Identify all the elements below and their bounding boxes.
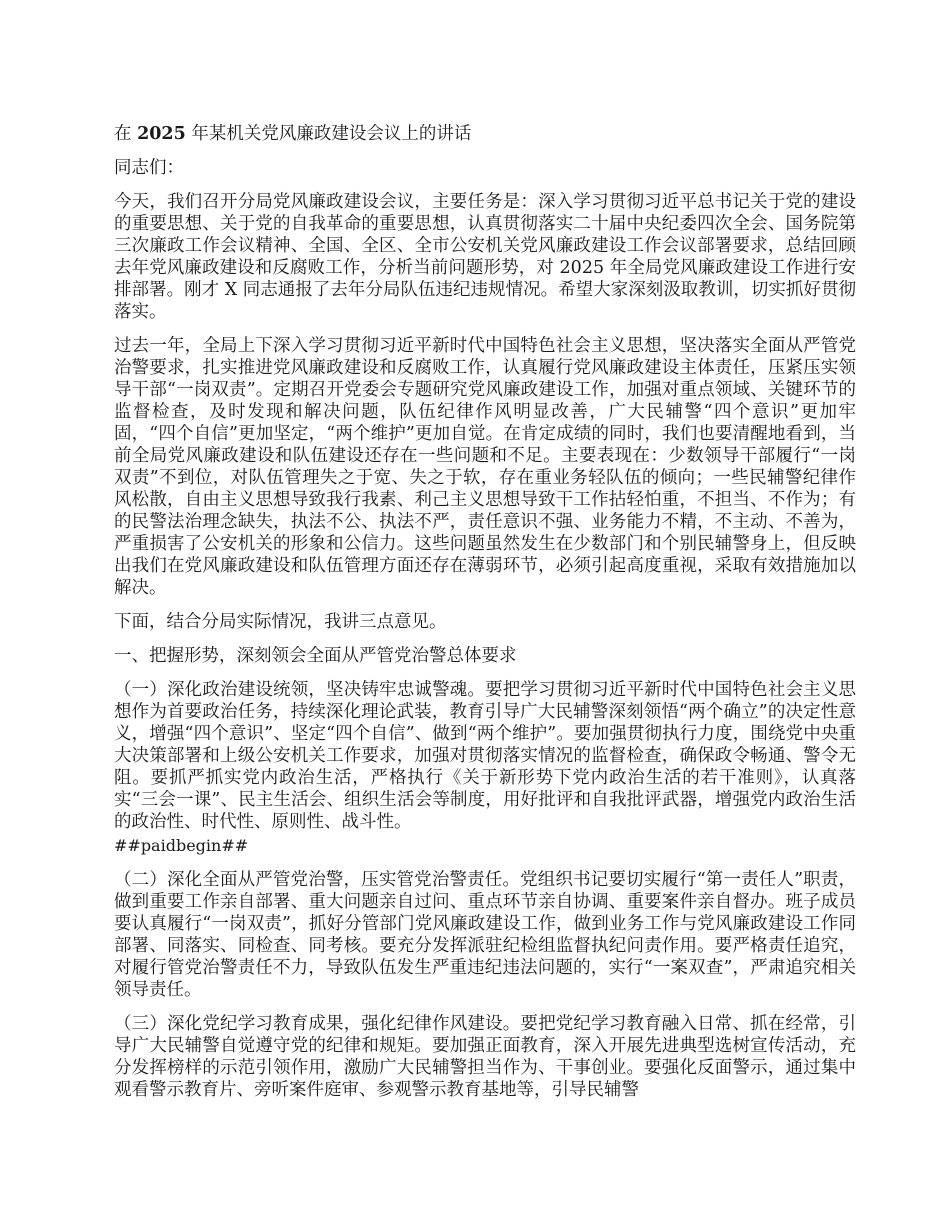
document-page xyxy=(114,123,856,1113)
title-prefix: 在 xyxy=(114,124,138,144)
paragraph-intro: 今天，我们召开分局党风廉政建设会议，主要任务是：深入学习贯彻习近平总书记关于党的建设的重要思想、关于党的自我革命的重要思想，认真贯彻落实二十届中央纪委四次全会、国务院第三次廉政工作会议精神、全国、全区、全市公安机关党风廉政建设工作会议部署要求，总结回顾去年党风廉政建设和反腐败工作，分析当前问题形势，对 2025 年全局党风廉政建设工作进行安排部署。刚才 X 同志通报了去年分局队伍违纪违规情况。希望大家深刻汲取教训，切实抓好贯彻落实。 xyxy=(114,192,856,322)
paragraph-point-2: （二）深化全面从严管党治警，压实管党治警责任。党组织书记要切实履行“第一责任人”职责，做到重要工作亲自部署、重大问题亲自过问、重点环节亲自协调、重要案件亲自督办。班子成员要认真履行“一岗双责”，抓好分管部门党风廉政建设工作，做到业务工作与党风廉政建设工作同部署、同落实、同检查、同考核。要充分发挥派驻纪检组监督执纪问责作用。要严格责任追究，对履行管党治警责任不力，导致队伍发生严重违纪违法问题的，实行“一案双查”，严肃追究相关领导责任。 xyxy=(114,870,856,1000)
paragraph-point-1: （一）深化政治建设统领，坚决铸牢忠诚警魂。要把学习贯彻习近平新时代中国特色社会主义思想作为首要政治任务，持续深化理论武装，教育引导广大民辅警深刻领悟“两个确立”的决定性意义，增强“四个意识”、坚定“四个自信”、做到“两个维护”。要加强贯彻执行力度，围绕党中央重大决策部署和上级公安机关工作要求，加强对贯彻落实情况的监督检查，确保政令畅通、警令无阻。要抓严抓实党内政治生活，严格执行《关于新形势下党内政治生活的若干准则》，认真落实“三会一课”、民主生活会、组织生活会等制度，用好批评和自我批评武器，增强党内政治生活的政治性、时代性、原则性、战斗性。 xyxy=(114,680,856,832)
paragraph-transition: 下面，结合分局实际情况，我讲三点意见。 xyxy=(114,612,447,632)
title-year: 2025 xyxy=(137,124,186,144)
title-suffix: 年某机关党风廉政建设会议上的讲话 xyxy=(185,124,472,144)
section-heading-1: 一、把握形势，深刻领会全面从严管党治警总体要求 xyxy=(114,646,517,666)
salutation: 同志们： xyxy=(114,158,184,178)
paragraph-review: 过去一年，全局上下深入学习贯彻习近平新时代中国特色社会主义思想，坚决落实全面从严管党治警要求，扎实推进党风廉政建设和反腐败工作，认真履行党风廉政建设主体责任，压紧压实领导干部“一岗双责”。定期召开党委会专题研究党风廉政建设工作，加强对重点领域、关键环节的监督检查，及时发现和解决问题，队伍纪律作风明显改善，广大民辅警“四个意识”更加牢固，“四个自信”更加坚定，“两个维护”更加自觉。在肯定成绩的同时，我们也要清醒地看到，当前全局党风廉政建设和队伍建设还存在一些问题和不足。主要表现在：少数领导干部履行“一岗双责”不到位，对队伍管理失之于宽、失之于软，存在重业务轻队伍的倾向；一些民辅警纪律作风松散，自由主义思想导致我行我素、利己主义思想导致干工作拈轻怕重，不担当、不作为；有的民警法治理念缺失，执法不公、执法不严，责任意识不强、业务能力不精，不主动、不善为，严重损害了公安机关的形象和公信力。这些问题虽然发生在少数部门和个别民辅警身上，但反映出我们在党风廉政建设和队伍管理方面还存在薄弱环节，必须引起高度重视，采取有效措施加以解决。 xyxy=(114,336,856,598)
paragraph-point-3: （三）深化党纪学习教育成果，强化纪律作风建设。要把党纪学习教育融入日常、抓在经常，引导广大民辅警自觉遵守党的纪律和规矩。要加强正面教育，深入开展先进典型选树宣传活动，充分发挥榜样的示范引领作用，激励广大民辅警担当作为、干事创业。要强化反面警示，通过集中观看警示教育片、旁听案件庭审、参观警示教育基地等，引导民辅警 xyxy=(114,1014,856,1100)
document-title xyxy=(114,123,856,145)
paid-begin-marker: ##paidbegin## xyxy=(114,836,249,855)
